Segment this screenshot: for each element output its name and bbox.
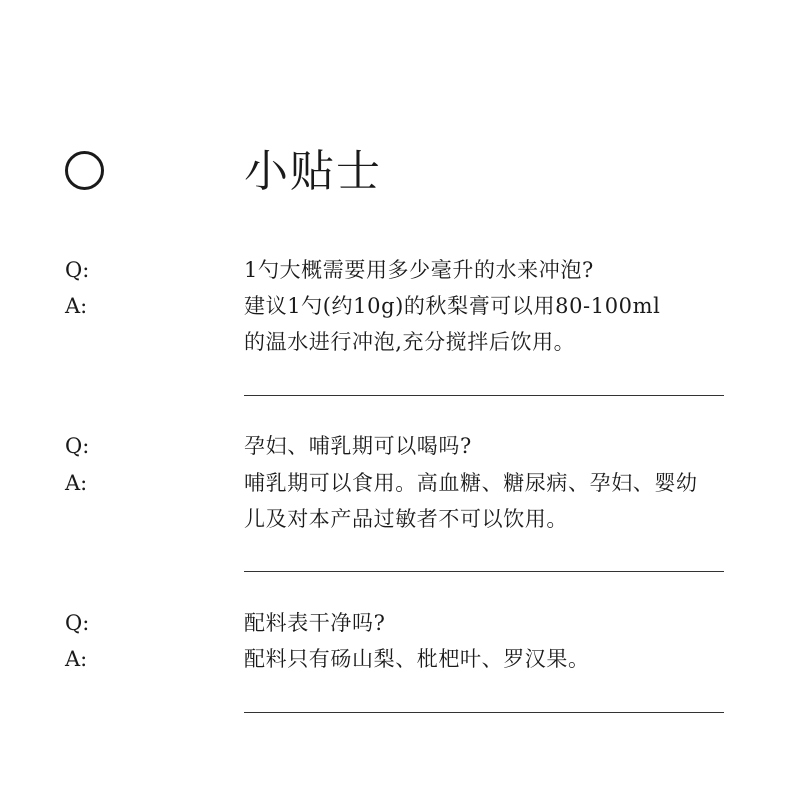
answer-line: 建议1勺(约10g)的秋梨膏可以用80-100ml [244,294,661,318]
question-label: Q: [65,258,90,282]
question-text: 1勺大概需要用多少毫升的水来冲泡? [244,258,594,282]
question-row [0,605,790,641]
answer-line: 的温水进行冲泡,充分搅拌后饮用。 [244,330,576,354]
answer-line: 哺乳期可以食用。高血糖、糖尿病、孕妇、婴幼 [244,471,698,495]
answer-label: A: [65,647,88,671]
answer-line: 儿及对本产品过敏者不可以饮用。 [244,507,568,531]
question-text: 配料表干净吗? [244,611,386,635]
answer-text [244,288,734,360]
question-row [0,252,790,288]
answer-text [244,465,734,537]
divider [244,571,724,572]
answer-text [244,641,734,677]
question-label: Q: [65,434,90,458]
answer-row [0,641,790,677]
divider [244,395,724,396]
question-row [0,428,790,464]
answer-label: A: [65,471,88,495]
question-text: 孕妇、哺乳期可以喝吗? [244,434,472,458]
answer-row [0,465,790,531]
page-title: 小贴士 [244,146,382,197]
answer-label: A: [65,294,88,318]
answer-line: 配料只有砀山梨、枇杷叶、罗汉果。 [244,647,590,671]
circle-marker-icon [65,151,104,190]
divider [244,712,724,713]
answer-row [0,288,790,354]
question-label: Q: [65,611,90,635]
